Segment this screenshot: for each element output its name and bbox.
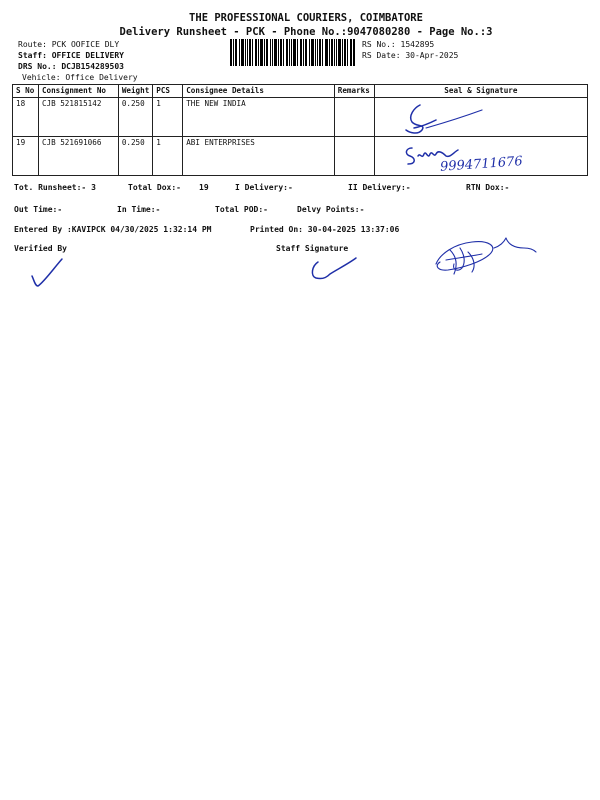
cell-consignee: THE NEW INDIA [183,98,335,137]
runsheet-subtitle: Delivery Runsheet - PCK - Phone No.:9047080280 - Page No.:3 [119,26,493,38]
col-weight: Weight [118,85,152,98]
staff-label: Staff: OFFICE DELIVERY [18,51,124,60]
ii-delivery: II Delivery:- [348,183,411,192]
staff-signature-label: Staff Signature [276,244,349,253]
total-dox-value: 19 [199,183,209,192]
cell-weight: 0.250 [118,98,152,137]
total-dox-label: Total Dox:- [128,183,181,192]
col-sno: S No [13,85,39,98]
signature-row-18 [400,100,490,138]
cell-weight: 0.250 [118,137,152,176]
cell-pcs: 1 [153,137,183,176]
delvy-points: Delvy Points:- [297,205,365,214]
i-delivery: I Delivery:- [235,183,293,192]
drs-number: DRS No.: DCJB154289503 [18,62,124,71]
verified-by-label: Verified By [14,244,67,253]
cell-pcs: 1 [153,98,183,137]
cell-remarks [334,98,374,137]
cell-sno: 19 [13,137,39,176]
total-pod: Total POD:- [215,205,268,214]
entered-by: Entered By :KAVIPCK 04/30/2025 1:32:14 PM [14,225,212,234]
cell-consignment: CJB 521691066 [38,137,118,176]
staff-signature-mark [308,256,360,282]
table-header-row [13,85,588,98]
cell-consignment: CJB 521815142 [38,98,118,137]
in-time: In Time:- [117,205,161,214]
cell-consignee: ABI ENTERPRISES [183,137,335,176]
col-consignee: Consignee Details [183,85,335,98]
printed-on: Printed On: 30-04-2025 13:37:06 [250,225,400,234]
company-title: THE PROFESSIONAL COURIERS, COIMBATORE [189,12,423,24]
rtn-dox: RTN Dox:- [466,183,510,192]
verified-tick-mark [26,256,66,290]
cell-sno: 18 [13,98,39,137]
route-label: Route: PCK OOFICE DLY [18,40,120,49]
tot-runsheet: Tot. Runsheet:- 3 [14,183,96,192]
cell-remarks [334,137,374,176]
col-seal-signature: Seal & Signature [374,85,587,98]
col-consignment: Consignment No [38,85,118,98]
barcode-image [230,39,355,66]
rs-date: RS Date: 30-Apr-2025 [362,51,459,60]
handwritten-phone-number: 9994711676 [439,154,524,175]
vehicle-label: Vehicle: Office Delivery [22,73,138,82]
col-remarks: Remarks [334,85,374,98]
col-pcs: PCS [153,85,183,98]
table-row [13,98,588,137]
rs-number: RS No.: 1542895 [362,40,435,49]
stamp-signature [428,236,540,278]
out-time: Out Time:- [14,205,63,214]
